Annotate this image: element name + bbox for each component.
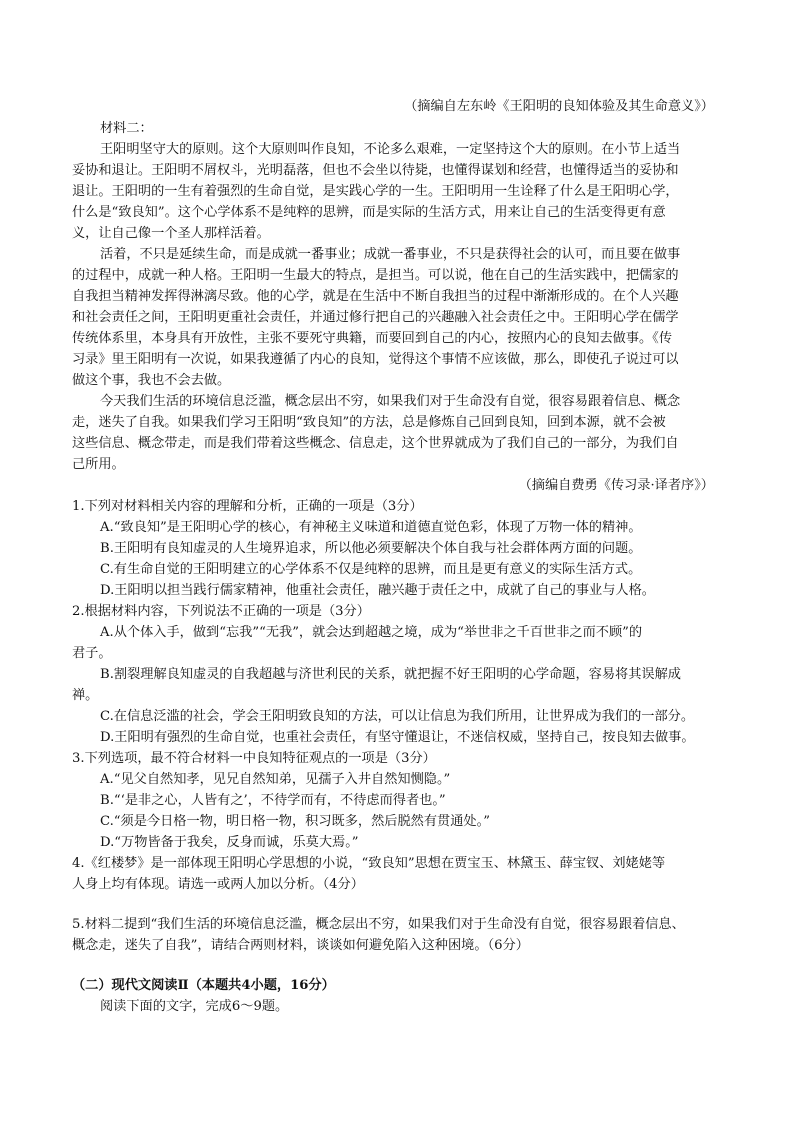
question-3-option-c: C.“须是今日格一物，明日格一物，积习既多，然后脱然有贯通处。”	[100, 814, 490, 829]
question-2-stem: 2.根据材料内容，下列说法不正确的一项是（3分）	[72, 604, 370, 619]
question-5-line: 5.材料二提到“我们生活的环境信息泛滥，概念层出不穷，如果我们对于生命没有自觉，很容易跟着信息、	[72, 917, 685, 932]
question-2-option-a: A.从个体入手，做到“忘我”“无我”，就会达到超越之境，成为“举世非之千百世非之而不顾”的	[100, 625, 643, 640]
paragraph-line: 今天我们生活的环境信息泛滥，概念层出不穷，如果我们对于生命没有自觉，很容易跟着信息、概念	[100, 394, 681, 409]
question-2-option-b-cont: 禅。	[72, 688, 99, 703]
source-citation-material2: （摘编自费勇《传习录·译者序》）	[518, 478, 714, 493]
question-3-stem: 3.下列选项，最不符合材料一中良知特征观点的一项是（3分）	[72, 751, 436, 766]
paragraph-line: 传统体系里，本身具有开放性，主张不要死守典籍，而要回到自己的内心，按照内心的良知去做事。《传	[72, 331, 673, 346]
question-4-line: 人身上均有体现。请选一或两人加以分析。（4分）	[72, 877, 364, 892]
question-3-option-d: D.“万物皆备于我矣，反身而诚，乐莫大焉。”	[100, 835, 359, 850]
question-1-option-d: D.王阳明以担当践行儒家精神，他重社会责任，融兴趣于责任之中，成就了自己的事业与人格。	[100, 583, 655, 598]
question-4-line: 4.《红楼梦》是一部体现王阳明心学思想的小说，“致良知”思想在贾宝玉、林黛玉、薛宝钗、刘姥姥等	[72, 856, 666, 871]
paragraph-line: 王阳明坚守大的原则。这个大原则叫作良知，不论多么艰难，一定坚持这个大的原则。在小节上适当	[100, 142, 681, 157]
section-2-instruction: 阅读下面的文字，完成6～9题。	[100, 999, 289, 1014]
paragraph-line: 退让。王阳明的一生有着强烈的生命自觉，是实践心学的一生。王阳明用一生诠释了什么是王阳明心学，	[72, 184, 679, 199]
question-1-option-a: A.“致良知”是王阳明心学的核心，有神秘主义味道和道德直觉色彩，体现了万物一体的精神。	[100, 520, 642, 535]
question-2-option-c: C.在信息泛滥的社会，学会王阳明致良知的方法，可以让信息为我们所用，让世界成为我们的一部分。	[100, 709, 695, 724]
paragraph-line: 这些信息、概念带走，而是我们带着这些概念、信息走，这个世界就成为了我们自己的一部分，为我们自	[72, 436, 679, 451]
paragraph-line: 走，迷失了自我。如果我们学习王阳明“致良知”的方法，总是修炼自己回到良知，回到本源，就不会被	[72, 415, 666, 430]
paragraph-line: 习录》里王阳明有一次说，如果我遵循了内心的良知，觉得这个事情不应该做，那么，即使孔子说过可以	[72, 352, 679, 367]
paragraph-line: 和社会责任之间，王阳明更重社会责任，并通过修行把自己的兴趣融入社会责任之中。王阳明心学在儒学	[72, 310, 679, 325]
question-3-option-a: A.“见父自然知孝，见兄自然知弟，见孺子入井自然知恻隐。”	[100, 772, 451, 787]
paragraph-line: 自我担当精神发挥得淋漓尽致。他的心学，就是在生活中不断自我担当的过程中渐渐形成的。在个人兴趣	[72, 289, 679, 304]
paragraph-line: 做这个事，我也不会去做。	[72, 373, 231, 388]
question-1-option-b: B.王阳明有良知虚灵的人生境界追求，所以他必须要解决个体自我与社会群体两方面的问题。	[100, 541, 642, 556]
question-2-option-a-cont: 君子。	[72, 646, 112, 661]
material2-heading: 材料二：	[100, 121, 153, 136]
paragraph-line: 己所用。	[72, 457, 125, 472]
section-2-title: （二）现代文阅读Ⅱ（本题共4小题，16分）	[72, 978, 335, 993]
question-5-line: 概念走，迷失了自我”，请结合两则材料，谈谈如何避免陷入这种困境。（6分）	[72, 938, 529, 953]
question-2-option-b: B.割裂理解良知虚灵的自我超越与济世利民的关系，就把握不好王阳明的心学命题，容易将其误解成	[100, 667, 681, 682]
question-1-stem: 1.下列对材料相关内容的理解和分析，正确的一项是（3分）	[72, 499, 423, 514]
paragraph-line: 什么是“致良知”。这个心学体系不是纯粹的思辨，而是实际的生活方式，用来让自己的生活变得更有意	[72, 205, 666, 220]
question-2-option-d: D.王阳明有强烈的生命自觉，也重社会责任，有坚守懂退让，不迷信权威，坚持自己，按良知去做事。	[100, 730, 695, 745]
question-3-option-b: B.“‘是非之心，人皆有之’，不待学而有，不待虑而得者也。”	[100, 793, 446, 808]
paragraph-line: 妥协和退让。王阳明不屑权斗，光明磊落，但也不会坐以待毙，也懂得谋划和经营，也懂得适当的妥协和	[72, 163, 679, 178]
question-1-option-c: C.有生命自觉的王阳明建立的心学体系不仅是纯粹的思辨，而且是更有意义的实际生活方式。	[100, 562, 642, 577]
source-citation-material1: （摘编自左东岭《王阳明的良知体验及其生命意义》）	[404, 99, 714, 114]
paragraph-line: 活着，不只是延续生命，而是成就一番事业；成就一番事业，不只是获得社会的认可，而且要在做事	[100, 247, 681, 262]
paragraph-line: 义，让自己像一个圣人那样活着。	[72, 226, 270, 241]
paragraph-line: 的过程中，成就一种人格。王阳明一生最大的特点，是担当。可以说，他在自己的生活实践中，把儒家的	[72, 268, 679, 283]
